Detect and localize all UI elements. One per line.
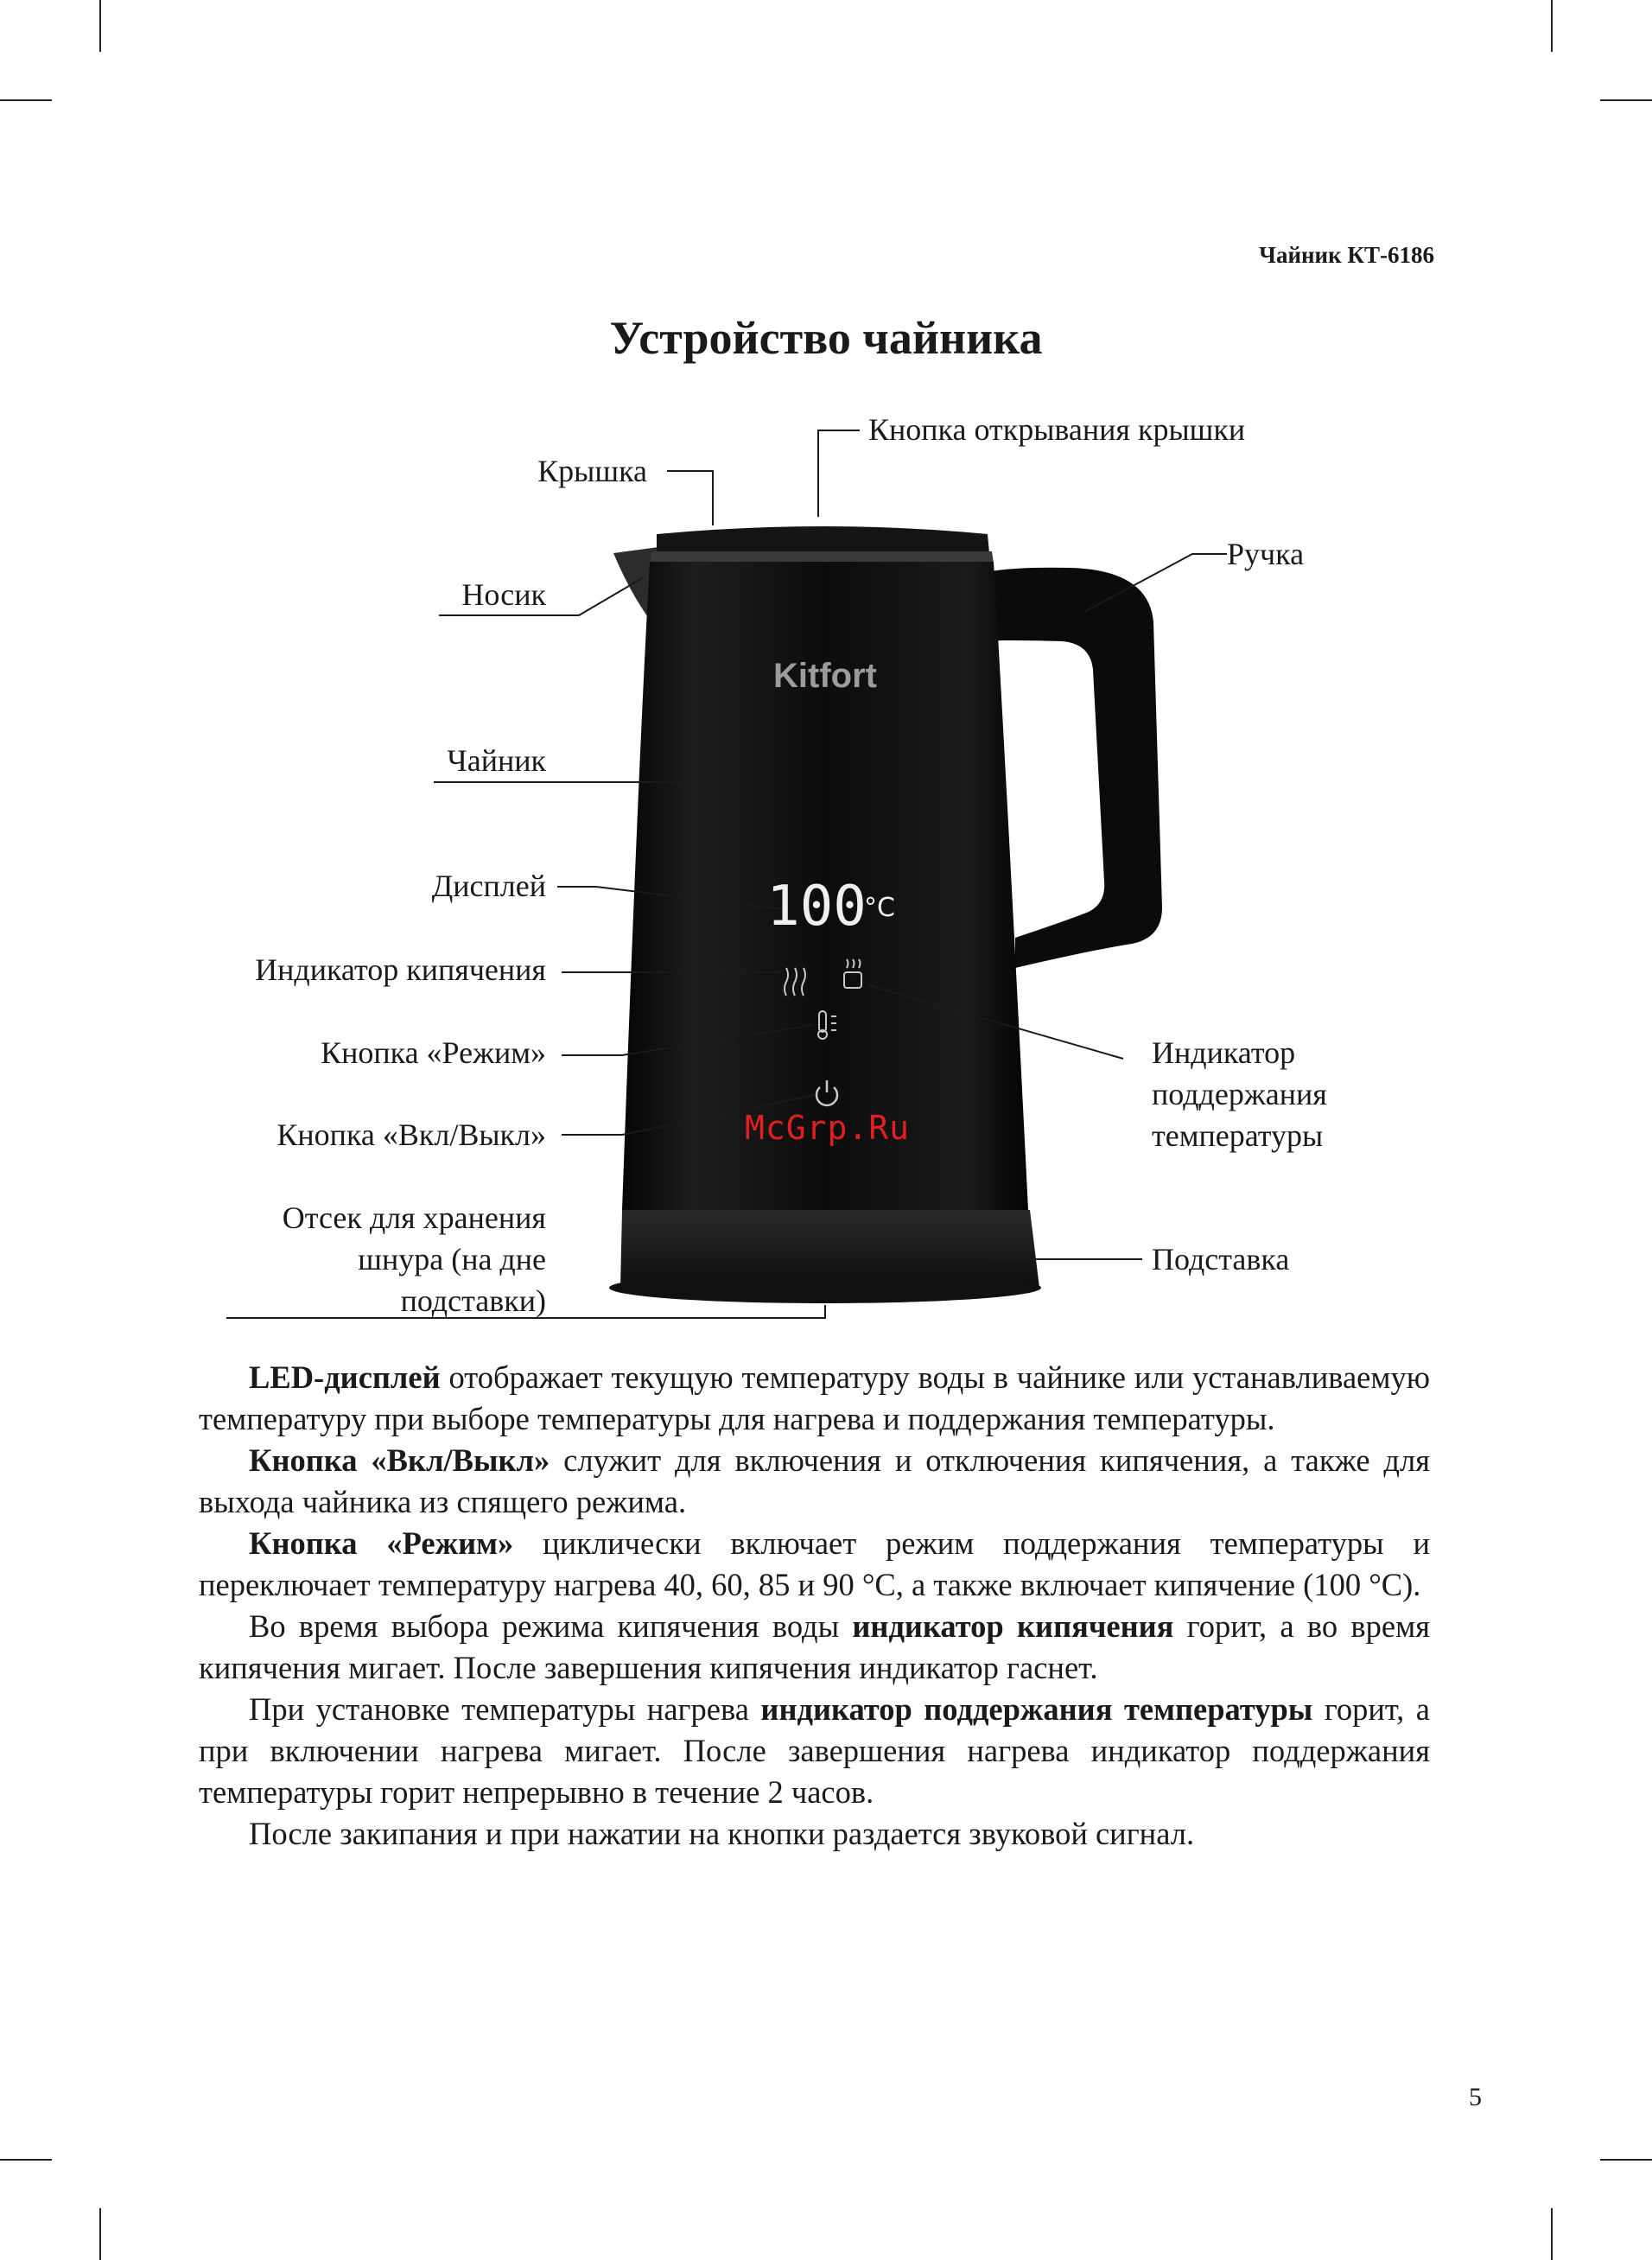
paragraph-text: горит, а во время кипячения мигает. После завершения кипячения индикатор гаснет.	[199, 1608, 1430, 1685]
label-handle: Ручка	[1227, 537, 1305, 571]
term-boil-indicator: индикатор кипячения	[852, 1608, 1174, 1644]
label-cord-2: шнура (на дне	[358, 1242, 546, 1276]
label-lid: Крышка	[537, 454, 647, 488]
display-digits: 100	[766, 875, 867, 939]
page-number: 5	[1469, 2083, 1482, 2111]
label-power-button: Кнопка «Вкл/Выкл»	[276, 1117, 546, 1152]
lid-shape	[657, 526, 989, 553]
paragraph-mode	[199, 1523, 1430, 1606]
paragraph-boil	[199, 1606, 1430, 1689]
label-cord-3: подставки)	[400, 1283, 546, 1318]
running-header: Чайник КТ-6186	[1259, 242, 1434, 268]
label-base: Подставка	[1152, 1242, 1290, 1276]
base-shadow	[609, 1272, 1041, 1303]
page-title: Устройство чайника	[609, 312, 1043, 364]
label-kettle: Чайник	[447, 743, 546, 778]
term-mode: Кнопка «Режим»	[249, 1525, 514, 1561]
crop-mark	[1551, 2208, 1553, 2260]
label-keep-warm-2: поддержания	[1152, 1077, 1327, 1111]
leader-lid-button	[818, 430, 860, 517]
paragraph-text: горит, а при включении нагрева мигает. После завершения нагрева индикатор поддержания температуры горит непрерывно в течение 2 часов.	[199, 1691, 1430, 1810]
crop-mark	[1600, 2159, 1652, 2161]
label-keep-warm-1: Индикатор	[1152, 1035, 1296, 1070]
label-keep-warm-3: температуры	[1152, 1118, 1324, 1153]
paragraph-keep-warm	[199, 1689, 1430, 1813]
description-text	[199, 1357, 1430, 1855]
paragraph-sound	[199, 1813, 1430, 1855]
watermark: McGrp.Ru	[745, 1109, 911, 1147]
term-power: Кнопка «Вкл/Выкл»	[249, 1442, 550, 1478]
label-lid-button: Кнопка открывания крышки	[868, 412, 1246, 447]
term-led: LED-дисплей	[249, 1359, 441, 1395]
paragraph-power	[199, 1440, 1430, 1523]
label-display: Дисплей	[431, 869, 546, 903]
crop-mark	[99, 2208, 101, 2260]
paragraph-text: После закипания и при нажатии на кнопки раздается звуковой сигнал.	[249, 1816, 1195, 1851]
label-spout: Носик	[461, 577, 546, 612]
paragraph-text: отображает текущую температуру воды в чайнике или устанавливаемую температуру при выборе температуры для нагрева и поддержания температуры.	[199, 1359, 1430, 1436]
lid-rim	[650, 551, 994, 563]
paragraph-text: циклически включает режим поддержания температуры и переключает температуру нагрева 40, 60, 85 и 90 °C, а также включает кипячение (100 °C).	[199, 1525, 1430, 1602]
leader-lid	[667, 471, 713, 525]
label-mode-button: Кнопка «Режим»	[321, 1035, 546, 1070]
brand-logo: Kitfort	[773, 657, 877, 695]
label-boil-indicator: Индикатор кипячения	[255, 952, 546, 987]
paragraph-text: служит для включения и отключения кипячения, а также для выхода чайника из спящего режима.	[199, 1442, 1430, 1519]
paragraph-led	[199, 1357, 1430, 1440]
term-keep-warm-indicator: индикатор поддержания температуры	[760, 1691, 1313, 1727]
label-cord-1: Отсек для хранения	[282, 1200, 546, 1235]
paragraph-text: Во время выбора режима кипячения воды	[249, 1608, 853, 1644]
display-unit: °C	[864, 893, 895, 923]
crop-mark	[0, 2159, 52, 2161]
paragraph-text: При установке температуры нагрева	[249, 1691, 761, 1727]
